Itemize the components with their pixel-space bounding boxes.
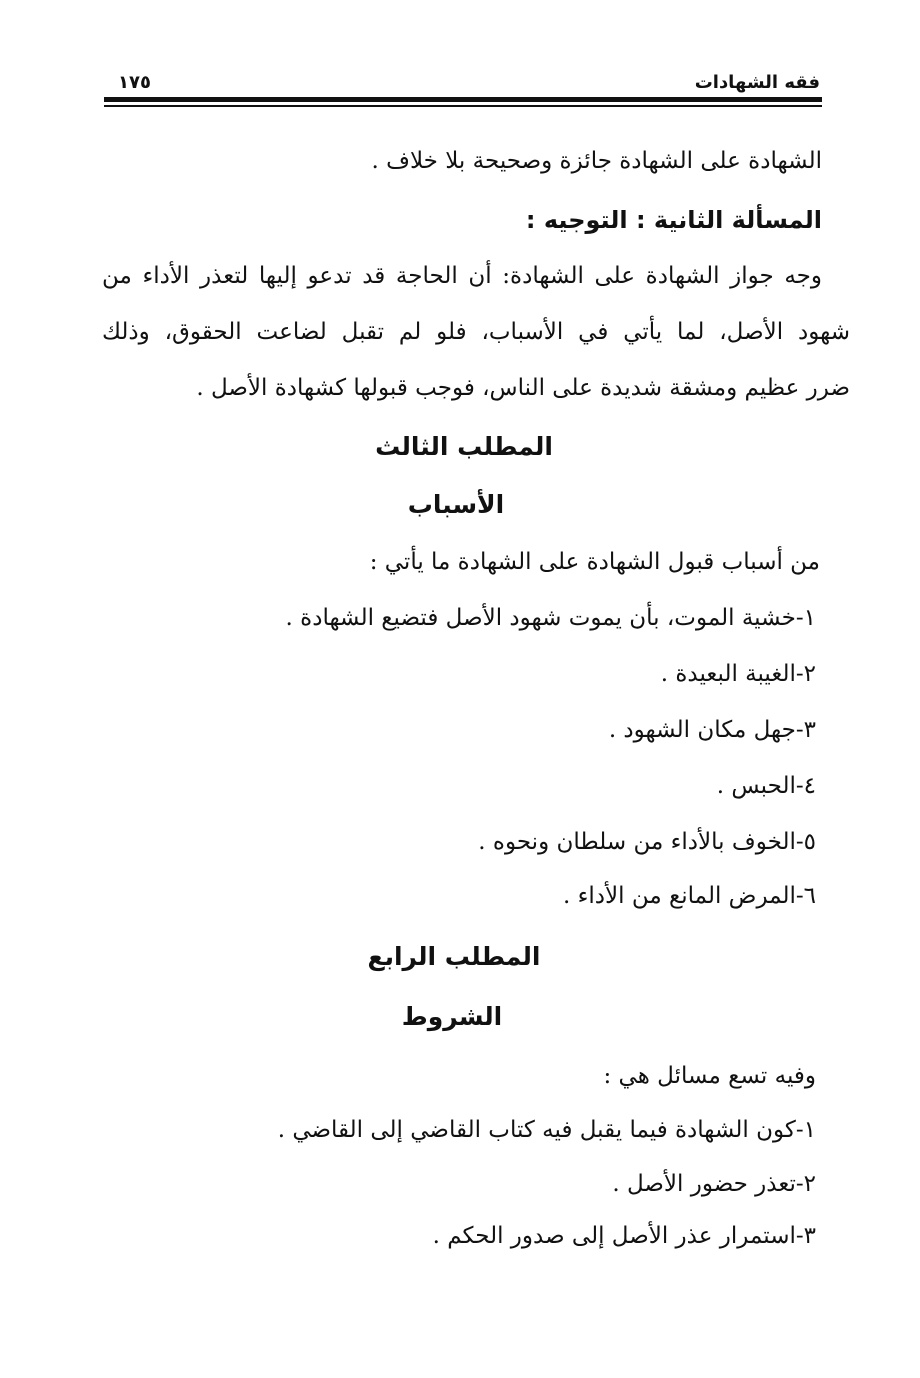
- list-item: ٤-الحبس .: [716, 773, 816, 799]
- list-item: ٥-الخوف بالأداء من سلطان ونحوه .: [478, 829, 816, 855]
- paragraph-line: ضرر عظيم ومشقة شديدة على الناس، فوجب قبولها كشهادة الأصل .: [196, 375, 850, 401]
- list-item: ٣-جهل مكان الشهود .: [608, 717, 816, 743]
- list-item: ١-كون الشهادة فيما يقبل فيه كتاب القاضي إلى القاضي .: [277, 1117, 816, 1143]
- paragraph-line: وجه جواز الشهادة على الشهادة: أن الحاجة قد تدعو إليها لتعذر الأداء من: [102, 263, 822, 289]
- section-intro: وفيه تسع مسائل هي :: [603, 1063, 816, 1089]
- section-title: المطلب الرابع: [367, 942, 541, 971]
- book-title: فقه الشهادات: [694, 72, 820, 93]
- section-subtitle: الأسباب: [407, 490, 505, 519]
- header-rule: [104, 97, 822, 102]
- section-intro: من أسباب قبول الشهادة على الشهادة ما يأتي :: [369, 549, 820, 575]
- list-item: ٢-تعذر حضور الأصل .: [612, 1171, 816, 1197]
- list-item: ٣-استمرار عذر الأصل إلى صدور الحكم .: [432, 1223, 816, 1249]
- section-title: المطلب الثالث: [375, 432, 553, 461]
- intro-line: الشهادة على الشهادة جائزة وصحيحة بلا خلاف .: [371, 148, 822, 174]
- page-number: ١٧٥: [118, 72, 151, 93]
- list-item: ٦-المرض المانع من الأداء .: [562, 883, 816, 909]
- paragraph-line: شهود الأصل، لما يأتي في الأسباب، فلو لم تقبل لضاعت الحقوق، وذلك: [102, 319, 850, 345]
- running-header: [104, 66, 820, 98]
- section-subtitle: الشروط: [401, 1002, 503, 1031]
- header-rule-thin: [104, 105, 822, 107]
- mas2ala-heading: المسألة الثانية : التوجيه :: [525, 206, 822, 234]
- list-item: ٢-الغيبة البعيدة .: [660, 661, 816, 687]
- list-item: ١-خشية الموت، بأن يموت شهود الأصل فتضيع الشهادة .: [285, 605, 816, 631]
